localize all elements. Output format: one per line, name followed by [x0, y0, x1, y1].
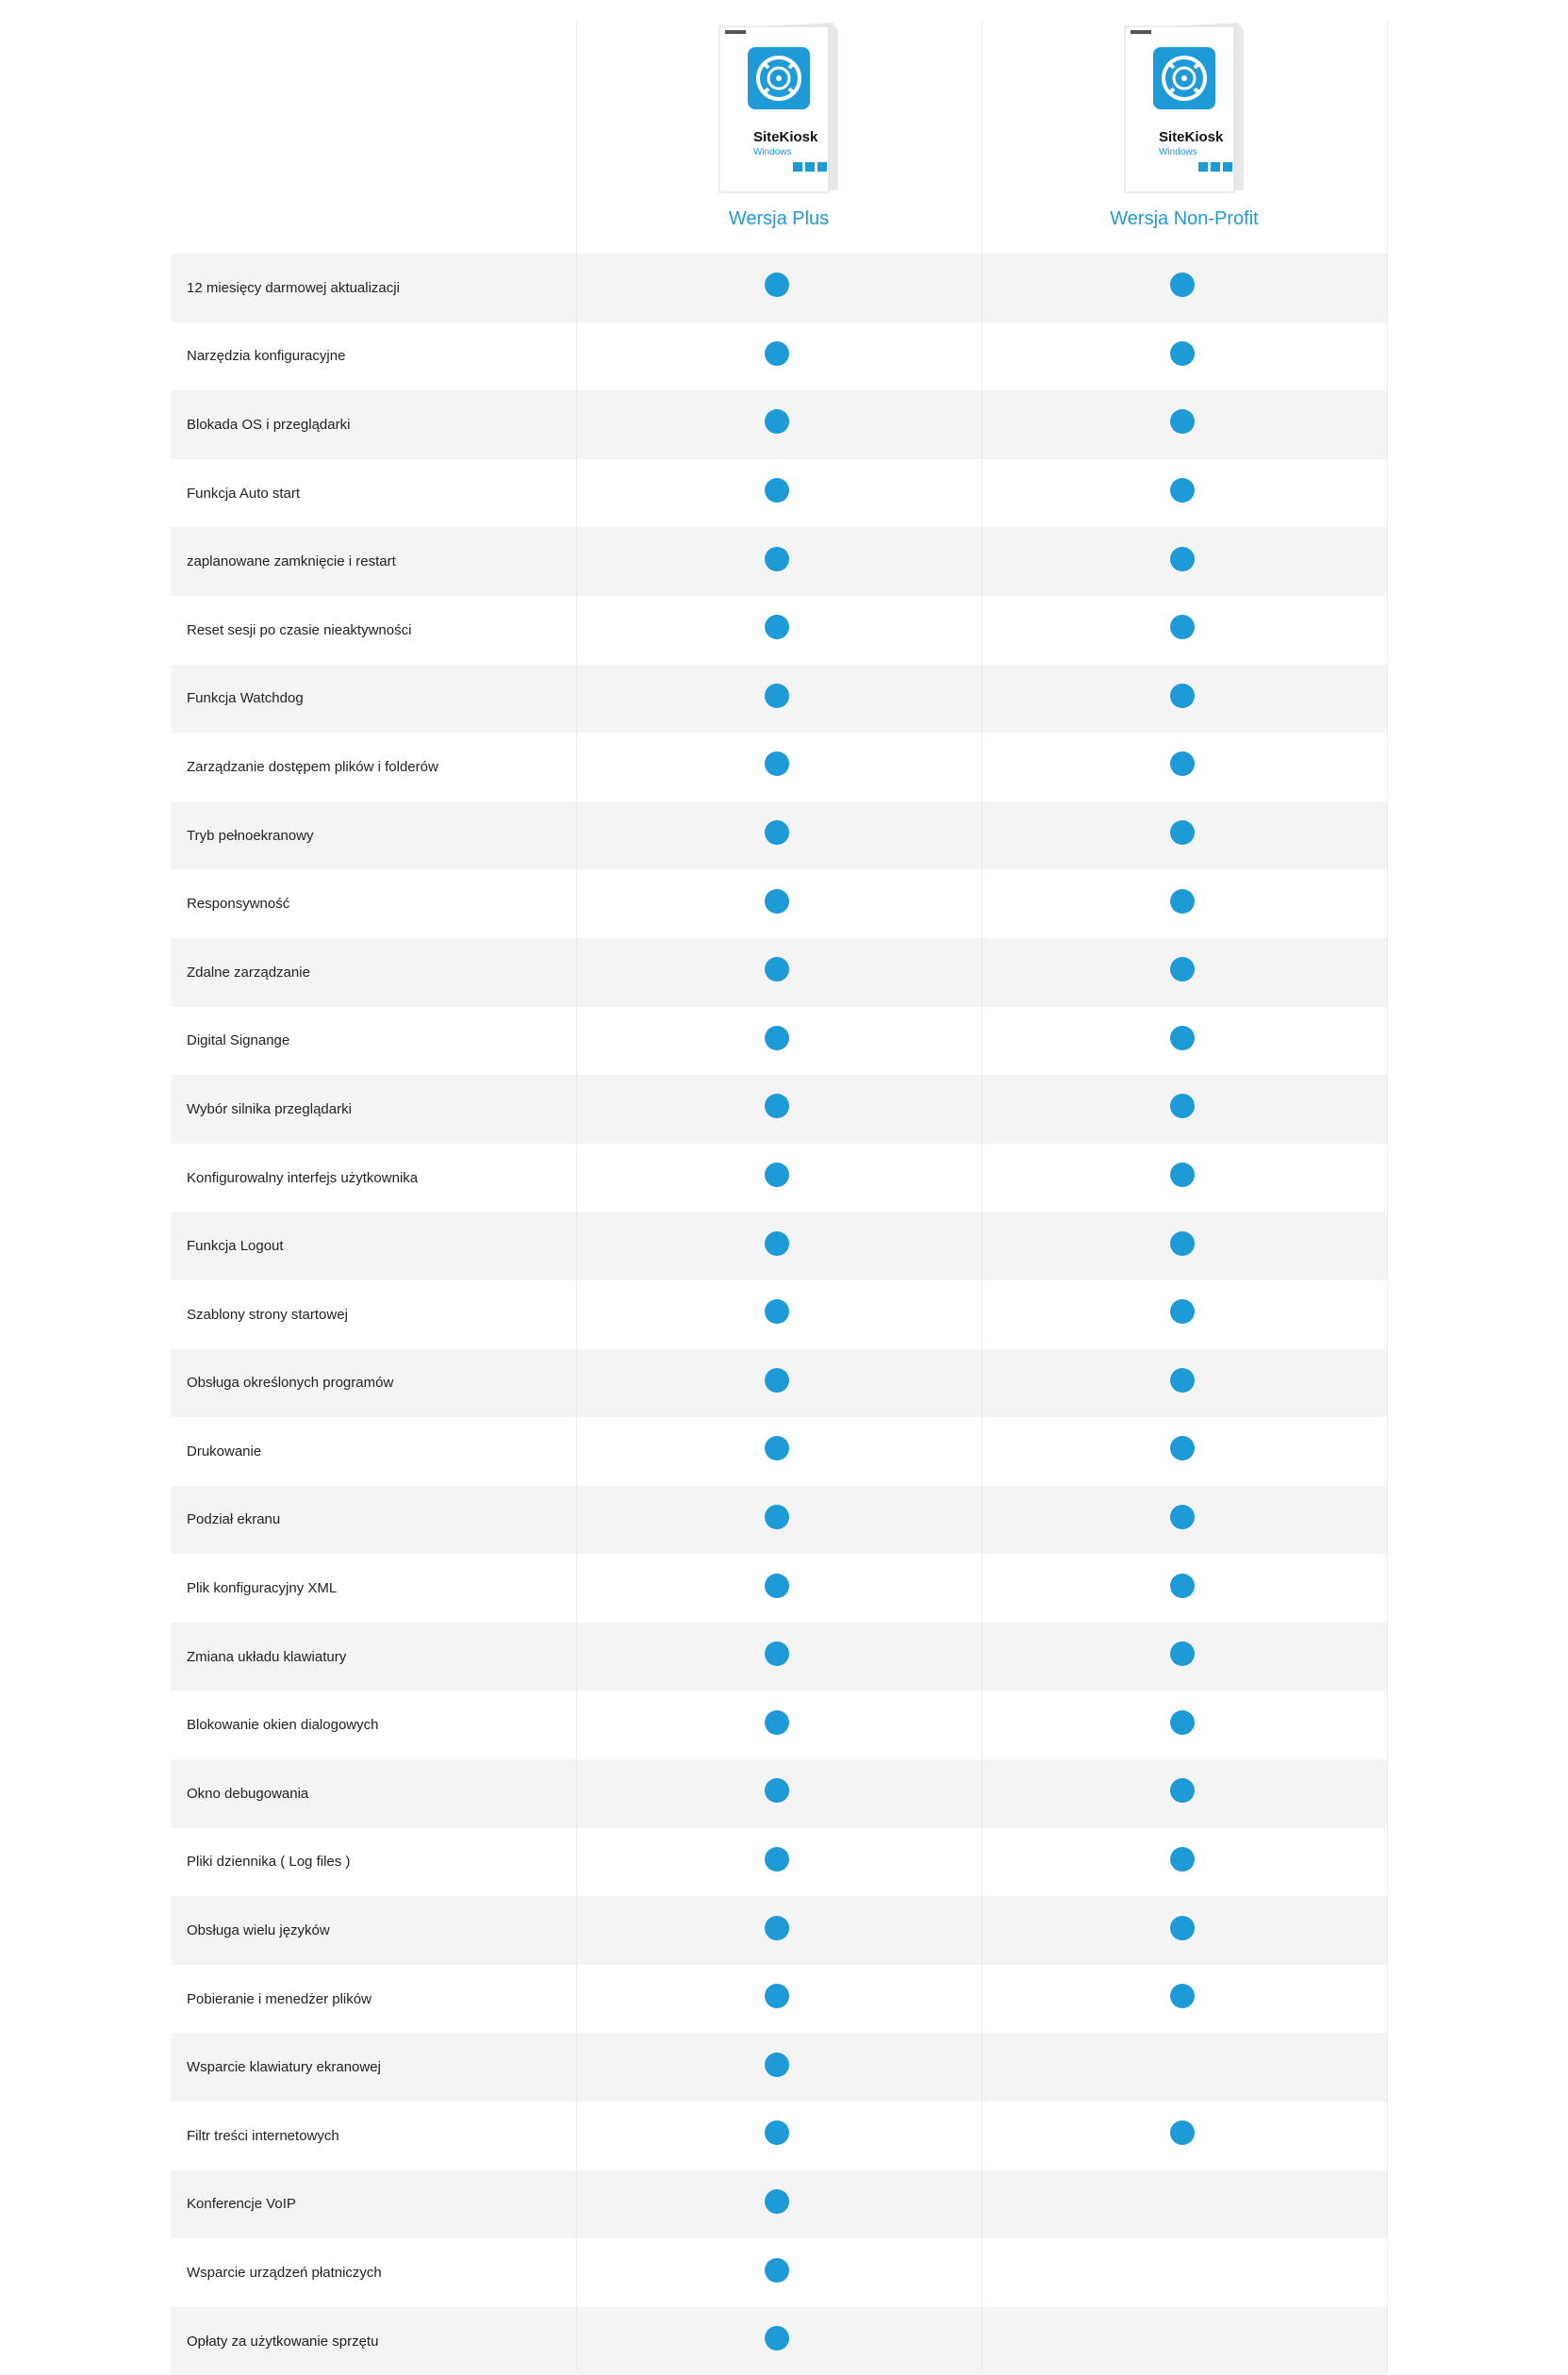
included-dot-icon: [1170, 1299, 1195, 1324]
box-sub: Windows: [753, 147, 792, 157]
box-brand: SiteKiosk: [1159, 129, 1224, 145]
table-row: [171, 1280, 1387, 1349]
included-dot-icon: [1170, 547, 1195, 571]
feature-label: Konferencje VoIP: [187, 2196, 296, 2213]
table-row: [171, 1554, 1387, 1623]
feature-label: Wybór silnika przeglądarki: [187, 1100, 352, 1117]
included-dot-icon: [1170, 1368, 1195, 1393]
table-row: [171, 1759, 1387, 1828]
included-dot-icon: [765, 2053, 789, 2077]
table-row: [171, 2307, 1387, 2375]
table-row: [171, 1623, 1387, 1691]
included-dot-icon: [765, 2120, 789, 2145]
table-row: [171, 1075, 1387, 1144]
included-dot-icon: [765, 1231, 789, 1256]
table-row: [171, 1828, 1387, 1897]
included-dot-icon: [1170, 478, 1195, 503]
included-dot-icon: [1170, 1163, 1195, 1187]
included-dot-icon: [765, 272, 789, 297]
included-dot-icon: [1170, 889, 1195, 914]
included-dot-icon: [765, 1026, 789, 1050]
included-dot-icon: [765, 820, 789, 845]
feature-label: Funkcja Auto start: [187, 485, 301, 502]
feature-label: Obsługa wielu języków: [187, 1922, 330, 1939]
product-title-nonprofit: Wersja Non-Profit: [1110, 208, 1259, 229]
feature-label: Responsywność: [187, 896, 290, 913]
included-dot-icon: [765, 1163, 789, 1187]
feature-label: Pliki dziennika ( Log files ): [187, 1854, 351, 1871]
feature-label: Narzędzia konfiguracyjne: [187, 348, 346, 365]
feature-label: Zarządzanie dostępem plików i folderów: [187, 758, 438, 775]
included-dot-icon: [765, 957, 789, 981]
included-dot-icon: [765, 1299, 789, 1324]
table-row: [171, 596, 1387, 665]
included-dot-icon: [1170, 1574, 1195, 1598]
included-dot-icon: [1170, 272, 1195, 297]
feature-label: Wsparcie klawiatury ekranowej: [187, 2059, 381, 2076]
included-dot-icon: [1170, 957, 1195, 981]
feature-label: Okno debugowania: [187, 1785, 309, 1802]
table-row: [171, 1417, 1387, 1486]
feature-label: Pobieranie i menedżer plików: [187, 1990, 371, 2007]
table-row: [171, 2033, 1387, 2102]
feature-label: Tryb pełnoekranowy: [187, 827, 314, 844]
feature-label: Szablony strony startowej: [187, 1306, 348, 1323]
included-dot-icon: [1170, 820, 1195, 845]
included-dot-icon: [765, 341, 789, 366]
included-dot-icon: [765, 889, 789, 914]
feature-label: 12 miesięcy darmowej aktualizacji: [187, 279, 400, 296]
included-dot-icon: [765, 2258, 789, 2283]
feature-label: Filtr treści internetowych: [187, 2127, 339, 2144]
feature-label: Zdalne zarządzanie: [187, 964, 310, 981]
feature-label: Podział ekranu: [187, 1511, 281, 1528]
feature-label: Funkcja Logout: [187, 1238, 284, 1255]
included-dot-icon: [1170, 1231, 1195, 1256]
included-dot-icon: [765, 1641, 789, 1666]
included-dot-icon: [1170, 751, 1195, 776]
table-row: [171, 1965, 1387, 2034]
included-dot-icon: [765, 1574, 789, 1598]
product-box-plus: [718, 21, 840, 194]
table-row: [171, 1144, 1387, 1212]
included-dot-icon: [765, 684, 789, 708]
product-nonprofit: [982, 21, 1387, 230]
box-brand: SiteKiosk: [753, 129, 818, 145]
feature-label: Wsparcie urządzeń płatniczych: [187, 2265, 382, 2282]
feature-label: Opłaty za użytkowanie sprzętu: [187, 2333, 379, 2350]
feature-rows: [171, 254, 1387, 2375]
feature-label: zaplanowane zamknięcie i restart: [187, 553, 396, 570]
included-dot-icon: [1170, 1436, 1195, 1460]
included-dot-icon: [765, 1847, 789, 1872]
included-dot-icon: [765, 1436, 789, 1460]
feature-label: Reset sesji po czasie nieaktywności: [187, 621, 412, 638]
included-dot-icon: [765, 2189, 789, 2214]
included-dot-icon: [765, 2326, 789, 2350]
feature-label: Funkcja Watchdog: [187, 690, 304, 707]
table-row: [171, 322, 1387, 391]
included-dot-icon: [765, 751, 789, 776]
included-dot-icon: [765, 1778, 789, 1803]
included-dot-icon: [765, 409, 789, 434]
included-dot-icon: [1170, 341, 1195, 366]
included-dot-icon: [1170, 1916, 1195, 1940]
table-row: [171, 2238, 1387, 2307]
included-dot-icon: [1170, 1984, 1195, 2008]
table-row: [171, 1212, 1387, 1280]
included-dot-icon: [1170, 1641, 1195, 1666]
comparison-table: [171, 21, 1387, 2375]
included-dot-icon: [765, 478, 789, 503]
feature-label: Digital Signange: [187, 1032, 290, 1049]
table-row: [171, 527, 1387, 596]
table-row: [171, 2170, 1387, 2239]
product-title-plus: Wersja Plus: [728, 208, 830, 229]
table-row: [171, 1007, 1387, 1076]
included-dot-icon: [765, 1505, 789, 1529]
included-dot-icon: [1170, 1505, 1195, 1529]
included-dot-icon: [765, 1984, 789, 2008]
box-sub: Windows: [1159, 147, 1197, 157]
table-row: [171, 2102, 1387, 2170]
feature-label: Drukowanie: [187, 1443, 262, 1460]
feature-label: Obsługa określonych programów: [187, 1375, 394, 1392]
feature-label: Plik konfiguracyjny XML: [187, 1580, 338, 1597]
table-row: [171, 390, 1387, 459]
feature-label: Blokowanie okien dialogowych: [187, 1717, 379, 1734]
table-header: [171, 21, 1387, 254]
included-dot-icon: [765, 1916, 789, 1940]
product-box-nonprofit: [1123, 21, 1246, 194]
table-row: [171, 1691, 1387, 1759]
included-dot-icon: [1170, 1778, 1195, 1803]
table-row: [171, 1349, 1387, 1418]
included-dot-icon: [1170, 2120, 1195, 2145]
table-row: [171, 733, 1387, 801]
table-row: [171, 254, 1387, 322]
feature-label: Zmiana układu klawiatury: [187, 1648, 347, 1665]
included-dot-icon: [765, 615, 789, 639]
table-row: [171, 869, 1387, 938]
column-divider: [576, 21, 577, 2372]
table-row: [171, 801, 1387, 870]
included-dot-icon: [765, 547, 789, 571]
included-dot-icon: [765, 1368, 789, 1393]
included-dot-icon: [1170, 615, 1195, 639]
included-dot-icon: [765, 1710, 789, 1735]
included-dot-icon: [1170, 409, 1195, 434]
feature-label: Blokada OS i przeglądarki: [187, 416, 351, 433]
table-row: [171, 459, 1387, 528]
feature-label: Konfigurowalny interfejs użytkownika: [187, 1169, 419, 1186]
table-row: [171, 938, 1387, 1007]
table-row: [171, 665, 1387, 734]
table-row: [171, 1896, 1387, 1965]
included-dot-icon: [1170, 1094, 1195, 1118]
included-dot-icon: [1170, 1710, 1195, 1735]
included-dot-icon: [765, 1094, 789, 1118]
included-dot-icon: [1170, 1847, 1195, 1872]
column-divider: [1387, 21, 1388, 2372]
included-dot-icon: [1170, 684, 1195, 708]
table-row: [171, 1486, 1387, 1555]
included-dot-icon: [1170, 1026, 1195, 1050]
product-plus: [576, 21, 982, 230]
